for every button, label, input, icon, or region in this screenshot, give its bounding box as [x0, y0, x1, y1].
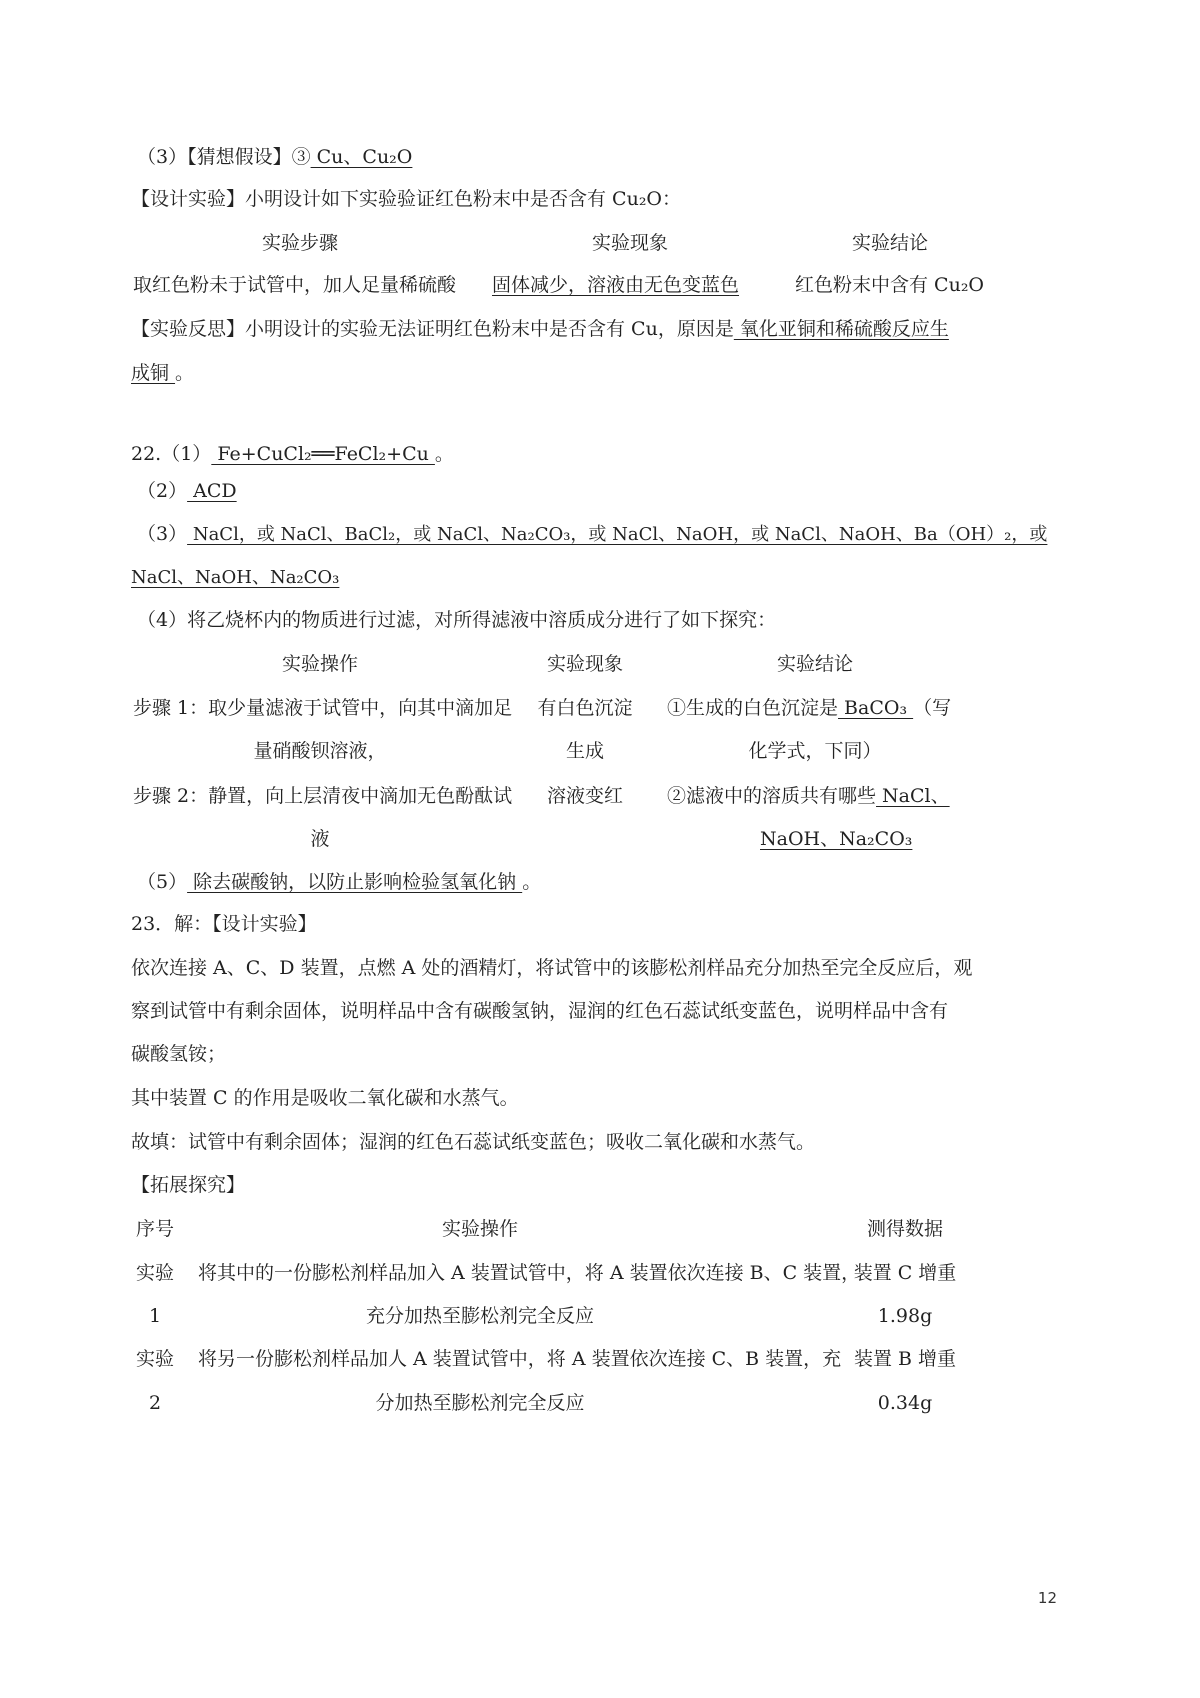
table2-header-phenomenon: 实验现象	[546, 653, 623, 675]
table2-row1-con-2: 化学式，下同）	[748, 740, 882, 762]
reflect-line-1	[131, 315, 949, 343]
table3-row2-op-2: 分加热至膨松剂完全反应	[375, 1392, 585, 1414]
q23-para1-line-1: 依次连接 A、C、D 装置，点燃 A 处的酒精灯，将试管中的该膨松剂样品充分加热至完全反应后，观	[131, 957, 973, 979]
guess-line	[137, 143, 412, 171]
table2-row2-con-line-1	[667, 782, 950, 810]
table2-header-operation: 实验操作	[281, 653, 358, 675]
q23-para3: 故填：试管中有剩余固体；湿润的红色石蕊试纸变蓝色；吸收二氧化碳和水蒸气。	[131, 1131, 816, 1153]
q22-p5-answer: 除去碳酸钠，以防止影响检验氢氧化钠	[187, 871, 523, 893]
table1-header-conclusion: 实验结论	[851, 232, 928, 254]
table3-row2-id-1: 实验	[135, 1348, 174, 1370]
q22-p2-prefix: （2）	[137, 480, 188, 502]
table2-row1-con-prefix: ①生成的白色沉淀是	[667, 697, 839, 719]
table3-row2-id-2: 2	[148, 1392, 162, 1414]
reflect-prefix: 【实验反思】小明设计的实验无法证明红色粉末中是否含有 Cu，原因是	[131, 318, 734, 340]
table2-row1-op-2: 量硝酸钡溶液，	[253, 740, 387, 762]
table1-step: 取红色粉未于试管中，加人足量稀硫酸	[133, 274, 457, 296]
q23-expand-head: 【拓展探究】	[131, 1174, 246, 1196]
table3-row1-op-1: 将其中的一份膨松剂样品加入 A 装置试管中，将 A 装置依次连接 B、C 装置，	[198, 1262, 861, 1284]
q23-para1-line-3: 碳酸氢铵；	[131, 1043, 227, 1065]
design-text: 【设计实验】小明设计如下实验验证红色粉末中是否含有 Cu₂O：	[131, 188, 682, 210]
q22-p3-answer-1: NaCl，或 NaCl、BaCl₂，或 NaCl、Na₂CO₃，或 NaCl、NaOH，或 NaCl、NaOH、Ba（OH）₂，或	[187, 524, 1048, 545]
table3-row2-data-2: 0.34g	[877, 1392, 933, 1414]
guess-answer: Cu、Cu₂O	[310, 146, 413, 168]
q22-p2-answer: ACD	[187, 480, 237, 502]
q22-p5-prefix: （5）	[137, 871, 188, 893]
q22-p1-answer: Fe+CuCl₂══FeCl₂+Cu	[211, 443, 435, 465]
q22-p2	[137, 477, 237, 505]
q22-p3-line-2	[131, 563, 339, 592]
table3-row1-id-1: 实验	[135, 1262, 174, 1284]
table2-row1-op-1: 步骤 1：取少量滤液于试管中，向其中滴加足	[133, 697, 513, 719]
reflect-end: 。	[175, 362, 195, 384]
q23-head: 23．解：【设计实验】	[131, 913, 317, 935]
q22-p1-prefix: 22.（1）	[131, 443, 212, 465]
table1-header-phenomenon: 实验现象	[591, 232, 668, 254]
table3-row1-data-2: 1.98g	[877, 1305, 933, 1327]
q22-p5	[137, 868, 541, 896]
guess-prefix: （3）【猜想假设】③	[137, 146, 311, 168]
q23-para2: 其中装置 C 的作用是吸收二氧化碳和水蒸气。	[131, 1087, 519, 1109]
table1-conclusion: 红色粉末中含有 Cu₂O	[795, 274, 985, 296]
table2-row1-con-answer: BaCO₃	[838, 697, 914, 719]
table2-row1-ph-2: 生成	[565, 740, 604, 762]
q22-p1-end: 。	[434, 443, 454, 465]
table2-row2-op-2: 液	[310, 828, 330, 850]
table2-row1-ph-1: 有白色沉淀	[537, 697, 633, 719]
q22-p3-answer-2: NaCl、NaOH、Na₂CO₃	[131, 567, 340, 588]
table2-row2-ph: 溶液变红	[546, 785, 623, 807]
table1-header-step: 实验步骤	[261, 232, 338, 254]
table2-row2-con-line-2	[760, 825, 912, 853]
table2-row1-con-suffix: （写	[913, 697, 952, 719]
table2-row1-con-line-1	[667, 694, 951, 722]
q22-p5-end: 。	[522, 871, 542, 893]
q22-p1	[131, 440, 454, 468]
table3-row1-id-2: 1	[148, 1305, 162, 1327]
q23-para1-line-2: 察到试管中有剩余固体，说明样品中含有碳酸氢钠，湿润的红色石蕊试纸变蓝色，说明样品中含有	[131, 1000, 949, 1022]
table2-row2-con-prefix: ②滤液中的溶质共有哪些	[667, 785, 877, 807]
table2-row2-con-answer-1: NaCl、	[876, 785, 950, 807]
reflect-answer-1: 氧化亚铜和稀硫酸反应生	[733, 318, 949, 340]
table3-row1-op-2: 充分加热至膨松剂完全反应	[365, 1305, 594, 1327]
q22-p4-text: （4）将乙烧杯内的物质进行过滤，对所得滤液中溶质成分进行了如下探究：	[137, 609, 777, 631]
table3-header-id: 序号	[135, 1218, 174, 1240]
reflect-line-2	[131, 359, 194, 387]
q22-p3-prefix: （3）	[137, 523, 188, 545]
table3-row1-data-1: 装置 C 增重	[853, 1262, 957, 1284]
table2-row2-con-answer-2: NaOH、Na₂CO₃	[760, 828, 913, 850]
table3-header-data: 测得数据	[866, 1218, 943, 1240]
page-number: 12	[1037, 1589, 1057, 1607]
table2-row2-op-1: 步骤 2：静置，向上层清夜中滴加无色酚酞试	[133, 785, 513, 807]
table3-row2-data-1: 装置 B 增重	[853, 1348, 957, 1370]
table1-phenomenon: 固体减少，溶液由无色变蓝色	[492, 274, 740, 296]
table3-header-operation: 实验操作	[441, 1218, 518, 1240]
q22-p3-line-1	[137, 520, 1047, 549]
reflect-answer-2: 成铜	[131, 362, 176, 384]
table3-row2-op-1: 将另一份膨松剂样品加人 A 装置试管中，将 A 装置依次连接 C、B 装置，充	[198, 1348, 842, 1370]
table2-header-conclusion: 实验结论	[776, 653, 853, 675]
